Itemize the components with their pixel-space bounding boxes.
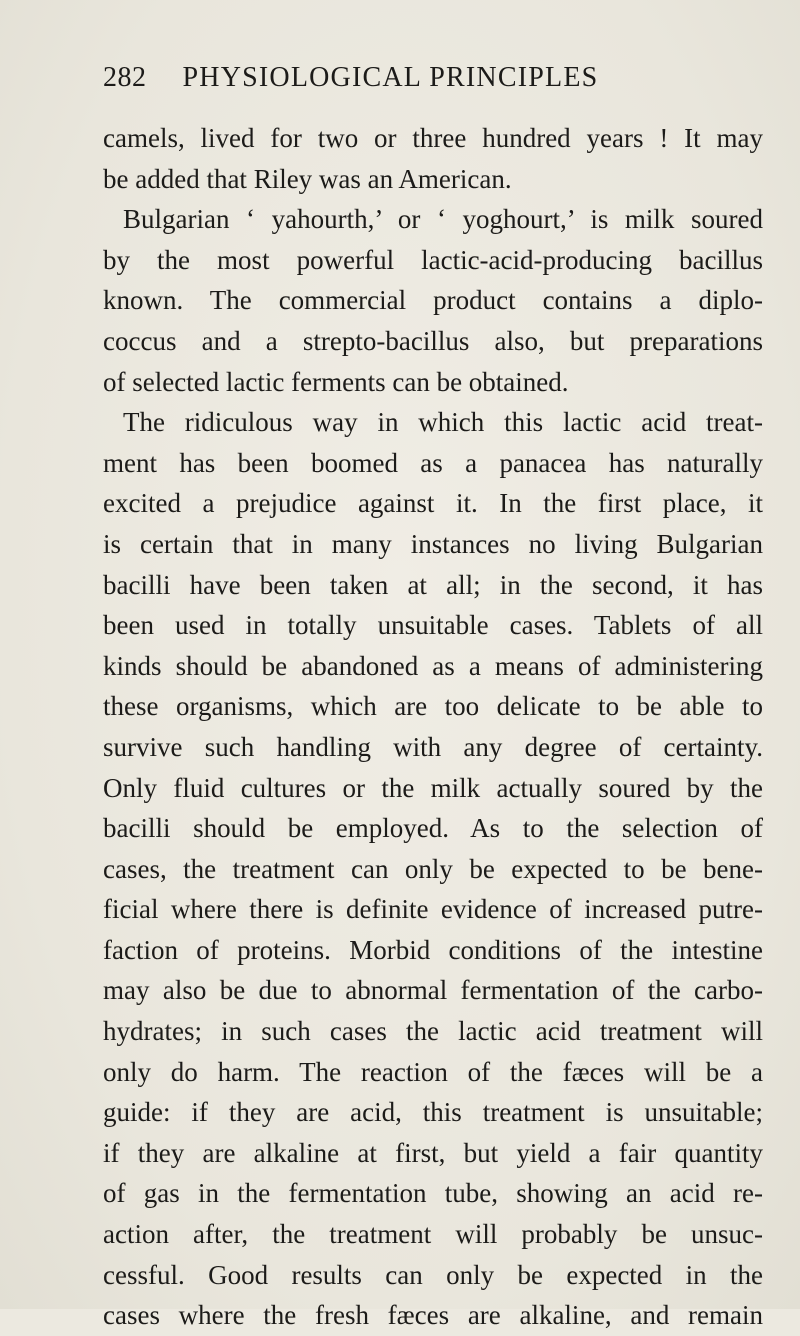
text-line: Bulgarian ‘ yahourth,’ or ‘ yoghourt,’ is milk soured xyxy=(123,204,763,235)
text-line: be added that Riley was an American. xyxy=(103,163,512,194)
text-line: faction of proteins. Morbid conditions of the intestine xyxy=(103,934,763,965)
text-line: these organisms, which are too delicate to be able to xyxy=(103,691,763,722)
text-line: camels, lived for two or three hundred years ! It may xyxy=(103,123,763,153)
text-line: guide: if they are acid, this treatment is unsuitable; xyxy=(103,1097,763,1128)
text-line: cases where the fresh fæces are alkaline, and remain xyxy=(103,1300,763,1331)
text-line: been used in totally unsuitable cases. Tablets of all xyxy=(103,610,763,641)
text-line: of selected lactic ferments can be obtained. xyxy=(103,366,569,397)
running-title: PHYSIOLOGICAL PRINCIPLES xyxy=(182,62,599,93)
text-line: if they are alkaline at first, but yield a fair quantity xyxy=(103,1137,763,1168)
text-line: may also be due to abnormal fermentation of the carbo- xyxy=(103,975,763,1006)
text-line: bacilli have been taken at all; in the second, it has xyxy=(103,569,763,600)
text-line: cases, the treatment can only be expected to be bene- xyxy=(103,853,763,884)
text-line: survive such handling with any degree of certainty. xyxy=(103,731,763,762)
text-line: only do harm. The reaction of the fæces will be a xyxy=(103,1056,763,1087)
text-line: coccus and a strepto-bacillus also, but preparations xyxy=(103,325,763,356)
page-number: 282 xyxy=(103,62,147,93)
page-header xyxy=(103,62,643,102)
text-line: is certain that in many instances no living Bulgarian xyxy=(103,528,763,559)
text-line: ment has been boomed as a panacea has naturally xyxy=(103,447,763,478)
text-line: by the most powerful lactic-acid-producing bacillus xyxy=(103,244,763,275)
text-line: kinds should be abandoned as a means of administering xyxy=(103,650,763,681)
text-line: hydrates; in such cases the lactic acid treatment will xyxy=(103,1016,763,1047)
text-line: Only fluid cultures or the milk actually soured by the xyxy=(103,772,763,803)
text-line: known. The commercial product contains a diplo- xyxy=(103,285,763,316)
text-line: cessful. Good results can only be expected in the xyxy=(103,1259,763,1290)
body-text xyxy=(103,118,763,1336)
text-line: bacilli should be employed. As to the selection of xyxy=(103,813,763,844)
text-line: excited a prejudice against it. In the first place, it xyxy=(103,488,763,519)
text-line: The ridiculous way in which this lactic acid treat- xyxy=(123,407,763,438)
text-line: of gas in the fermentation tube, showing an acid re- xyxy=(103,1178,763,1209)
text-line: ficial where there is definite evidence of increased putre- xyxy=(103,894,763,925)
text-line: action after, the treatment will probably be unsuc- xyxy=(103,1219,763,1250)
